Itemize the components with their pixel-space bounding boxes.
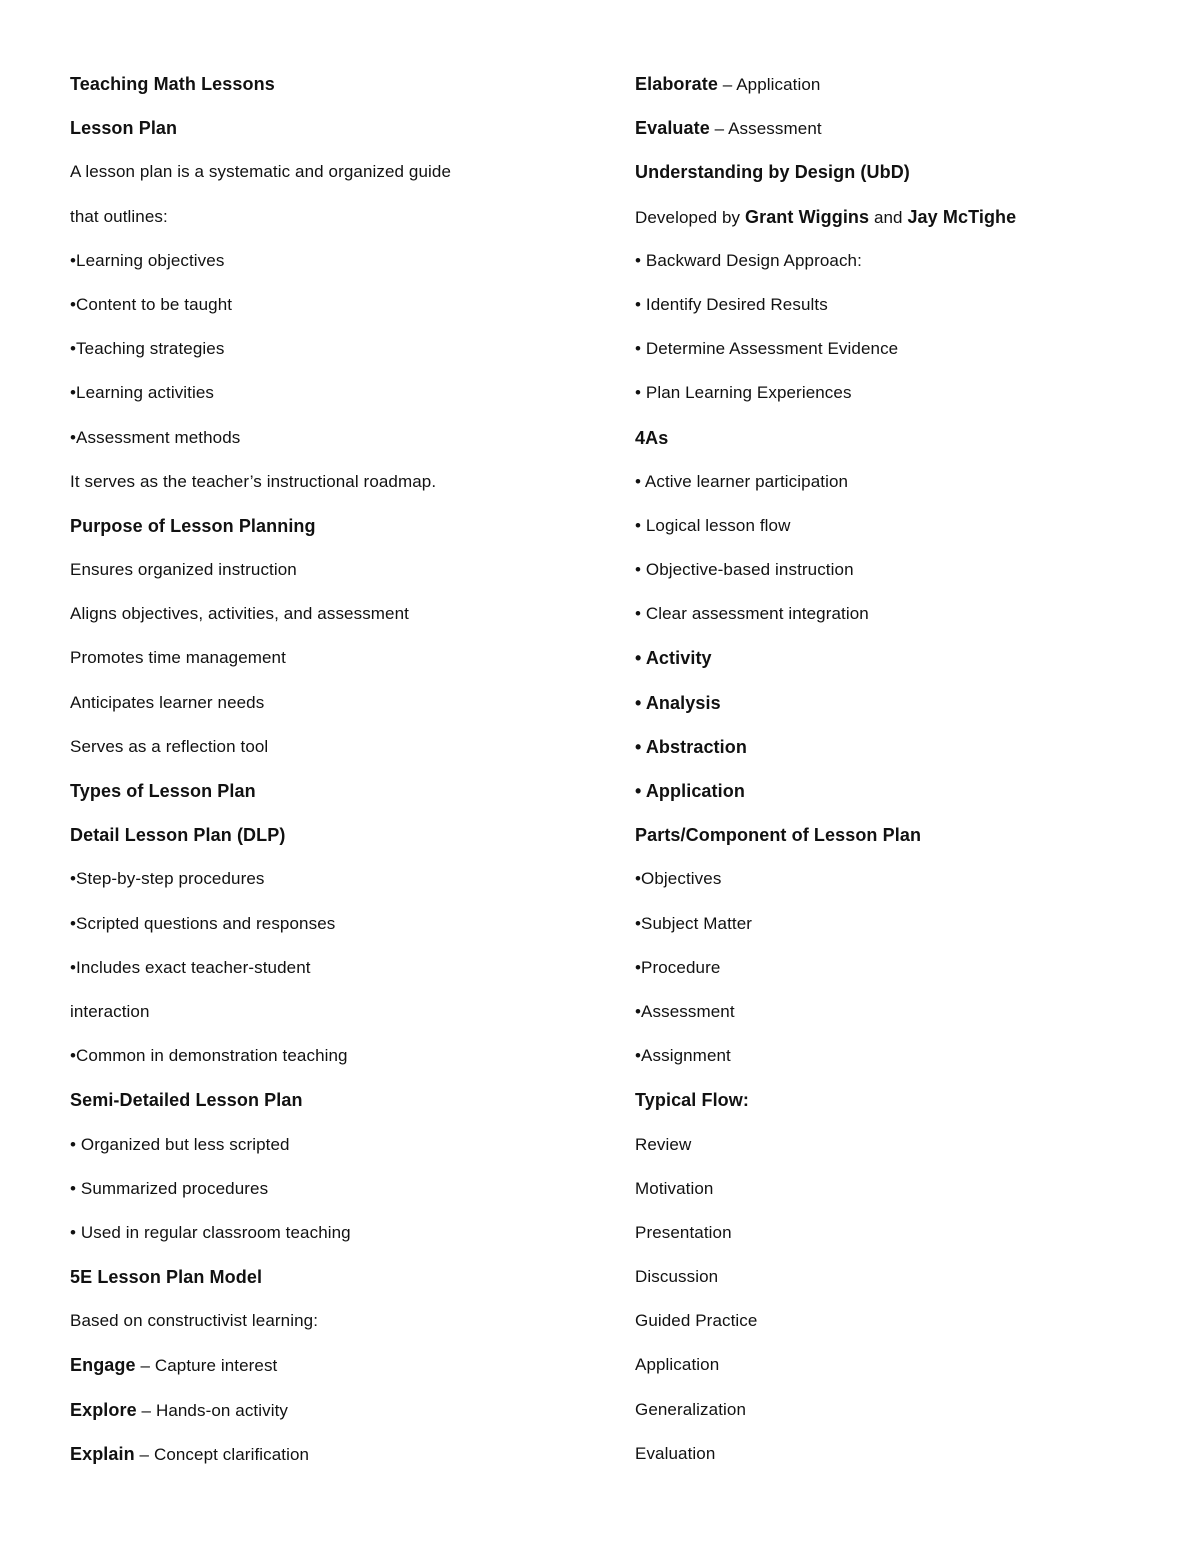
term: Evaluate <box>635 118 710 139</box>
section-heading: 5E Lesson Plan Model <box>70 1267 263 1288</box>
text-line: Presentation <box>635 1222 732 1242</box>
separator: – <box>709 119 729 139</box>
text-line: Aligns objectives, activities, and assessment <box>70 604 409 624</box>
section-heading: Typical Flow: <box>635 1090 749 1111</box>
text-line: Serves as a reflection tool <box>70 736 269 756</box>
text-line: • Logical lesson flow <box>635 515 791 535</box>
term: Explore <box>70 1399 137 1420</box>
text-line: • Organized but less scripted <box>70 1134 290 1154</box>
text-line: Based on constructivist learning: <box>70 1311 319 1331</box>
definition: Concept clarification <box>153 1444 310 1464</box>
text-line: • Identify Desired Results <box>635 294 828 314</box>
separator: – <box>135 1356 155 1376</box>
author-line <box>635 204 1175 248</box>
text-fragment: Developed by <box>635 207 745 227</box>
text-line: •Assessment methods <box>70 427 241 447</box>
section-heading: Lesson Plan <box>70 118 178 139</box>
text-line: •Teaching strategies <box>70 339 225 359</box>
author-name: Grant Wiggins <box>744 206 870 227</box>
section-heading: • Analysis <box>635 692 721 713</box>
text-line: • Objective-based instruction <box>635 560 854 580</box>
text-line: A lesson plan is a systematic and organized guide <box>70 162 452 182</box>
text-line: • Backward Design Approach: <box>635 250 862 270</box>
author-name: Jay McTighe <box>907 206 1017 227</box>
term-definition <box>70 1441 610 1485</box>
text-line: It serves as the teacher’s instructional roadmap. <box>70 471 437 491</box>
text-line: • Plan Learning Experiences <box>635 383 852 403</box>
term: Explain <box>70 1443 135 1464</box>
text-line: •Learning objectives <box>70 250 225 270</box>
text-line: interaction <box>70 1001 150 1021</box>
text-line: • Active learner participation <box>635 471 849 491</box>
definition: Assessment <box>728 119 822 139</box>
section-heading: • Abstraction <box>635 736 747 757</box>
text-line: • Determine Assessment Evidence <box>635 339 899 359</box>
separator: – <box>717 75 737 94</box>
text-line: Generalization <box>635 1399 747 1419</box>
text-line: • Used in regular classroom teaching <box>70 1222 351 1242</box>
section-heading: • Activity <box>635 648 712 669</box>
text-line: •Includes exact teacher-student <box>70 957 311 977</box>
definition: Application <box>736 75 821 94</box>
section-heading: Purpose of Lesson Planning <box>70 515 316 536</box>
section-heading: 4As <box>635 427 669 448</box>
text-line: Promotes time management <box>70 648 286 668</box>
text-line: • Summarized procedures <box>70 1178 269 1198</box>
section-heading: Semi-Detailed Lesson Plan <box>70 1090 303 1111</box>
text-line: •Assignment <box>635 1046 731 1066</box>
separator: – <box>136 1400 156 1420</box>
section-heading: Detail Lesson Plan (DLP) <box>70 825 286 846</box>
section-heading: Types of Lesson Plan <box>70 781 256 801</box>
text-line: Guided Practice <box>635 1311 758 1331</box>
term-definition <box>635 71 1175 115</box>
text-line: •Objectives <box>635 869 722 889</box>
right-column <box>635 71 1175 1485</box>
section-heading: Teaching Math Lessons <box>70 74 275 94</box>
left-column <box>70 71 610 1485</box>
text-line: Evaluation <box>635 1443 716 1463</box>
text-line: •Assessment <box>635 1001 735 1021</box>
text-line: Anticipates learner needs <box>70 692 265 712</box>
text-line: Review <box>635 1134 692 1154</box>
section-heading: • Application <box>635 781 745 801</box>
text-fragment: and <box>869 207 908 227</box>
text-line: •Subject Matter <box>635 913 753 933</box>
text-line: Motivation <box>635 1178 714 1198</box>
text-line: •Learning activities <box>70 383 215 403</box>
term: Engage <box>70 1355 136 1376</box>
text-line: •Procedure <box>635 957 721 977</box>
text-line: Discussion <box>635 1267 719 1287</box>
text-line: •Common in demonstration teaching <box>70 1046 348 1066</box>
text-line: Ensures organized instruction <box>70 560 297 580</box>
text-line: •Scripted questions and responses <box>70 913 336 933</box>
term-definition <box>635 115 1175 159</box>
text-line: •Content to be taught <box>70 294 233 314</box>
text-line: •Step-by-step procedures <box>70 869 265 889</box>
section-heading: Parts/Component of Lesson Plan <box>635 825 922 846</box>
term-definition <box>70 1352 610 1396</box>
term: Elaborate <box>635 74 718 94</box>
definition: Hands-on activity <box>155 1400 289 1420</box>
section-heading: Understanding by Design (UbD) <box>635 162 910 183</box>
text-line: Application <box>635 1355 720 1375</box>
text-line: that outlines: <box>70 206 168 226</box>
separator: – <box>134 1444 154 1464</box>
text-line: • Clear assessment integration <box>635 604 869 624</box>
term-definition <box>70 1397 610 1441</box>
definition: Capture interest <box>154 1356 278 1376</box>
